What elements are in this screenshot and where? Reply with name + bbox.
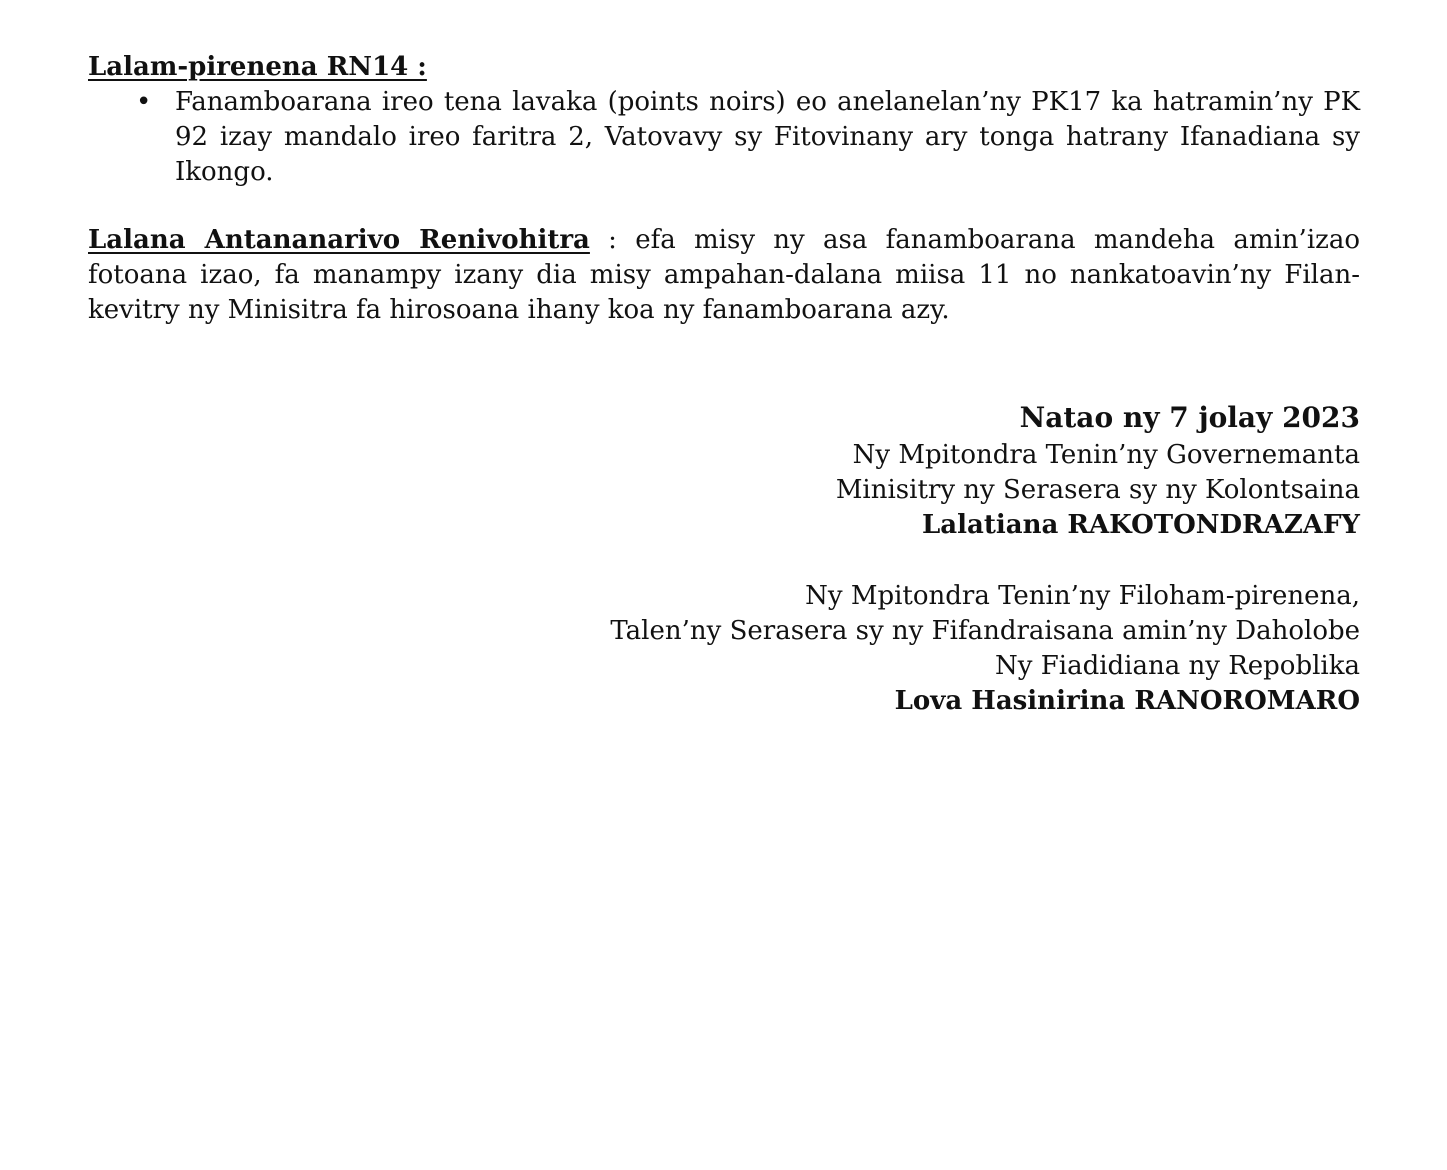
signatory-name: Lova Hasinirina RANOROMARO	[894, 686, 1360, 716]
section-heading-antananarivo: Lalana Antananarivo Renivohitra	[88, 225, 590, 255]
signatory-title-line: Ny Mpitondra Tenin’ny Filoham-pirenena,	[805, 581, 1360, 611]
section-heading-rn14: Lalam-pirenena RN14 :	[88, 52, 427, 82]
bullet-list	[88, 85, 1360, 190]
signature-block	[88, 398, 1360, 719]
bullet-text: Fanamboarana ireo tena lavaka (points noirs) eo anelanelan’ny PK17 ka hatramin’ny PK 92 izay mandalo ireo faritra 2, Vatovavy sy Fitovinany ary tonga hatrany Ifanadiana sy Ikongo.	[175, 87, 1360, 187]
list-item	[88, 85, 1360, 190]
signatory-government	[88, 438, 1360, 543]
signatory-department-line: Talen’ny Serasera sy ny Fifandraisana amin’ny Daholobe	[610, 616, 1360, 646]
signatory-institution-line: Ny Fiadidiana ny Repoblika	[995, 651, 1360, 681]
bullet-icon: •	[136, 87, 152, 117]
signatory-ministry-line: Minisitry ny Serasera sy ny Kolontsaina	[835, 475, 1360, 505]
paragraph-antananarivo	[88, 223, 1360, 328]
signatory-presidency	[88, 579, 1360, 719]
document-page	[88, 50, 1360, 719]
signatory-title-line: Ny Mpitondra Tenin’ny Governemanta	[852, 440, 1360, 470]
signatory-name: Lalatiana RAKOTONDRAZAFY	[922, 510, 1360, 540]
document-date: Natao ny 7 jolay 2023	[1019, 401, 1360, 434]
paragraph-body: : efa misy ny asa fanamboarana mandeha amin’izao fotoana izao, fa manampy izany dia misy ampahan-dalana miisa 11 no nankatoavin’ny Filan-kevitry ny Minisitra fa hirosoana ihany koa ny fanamboarana azy.	[88, 225, 1360, 325]
